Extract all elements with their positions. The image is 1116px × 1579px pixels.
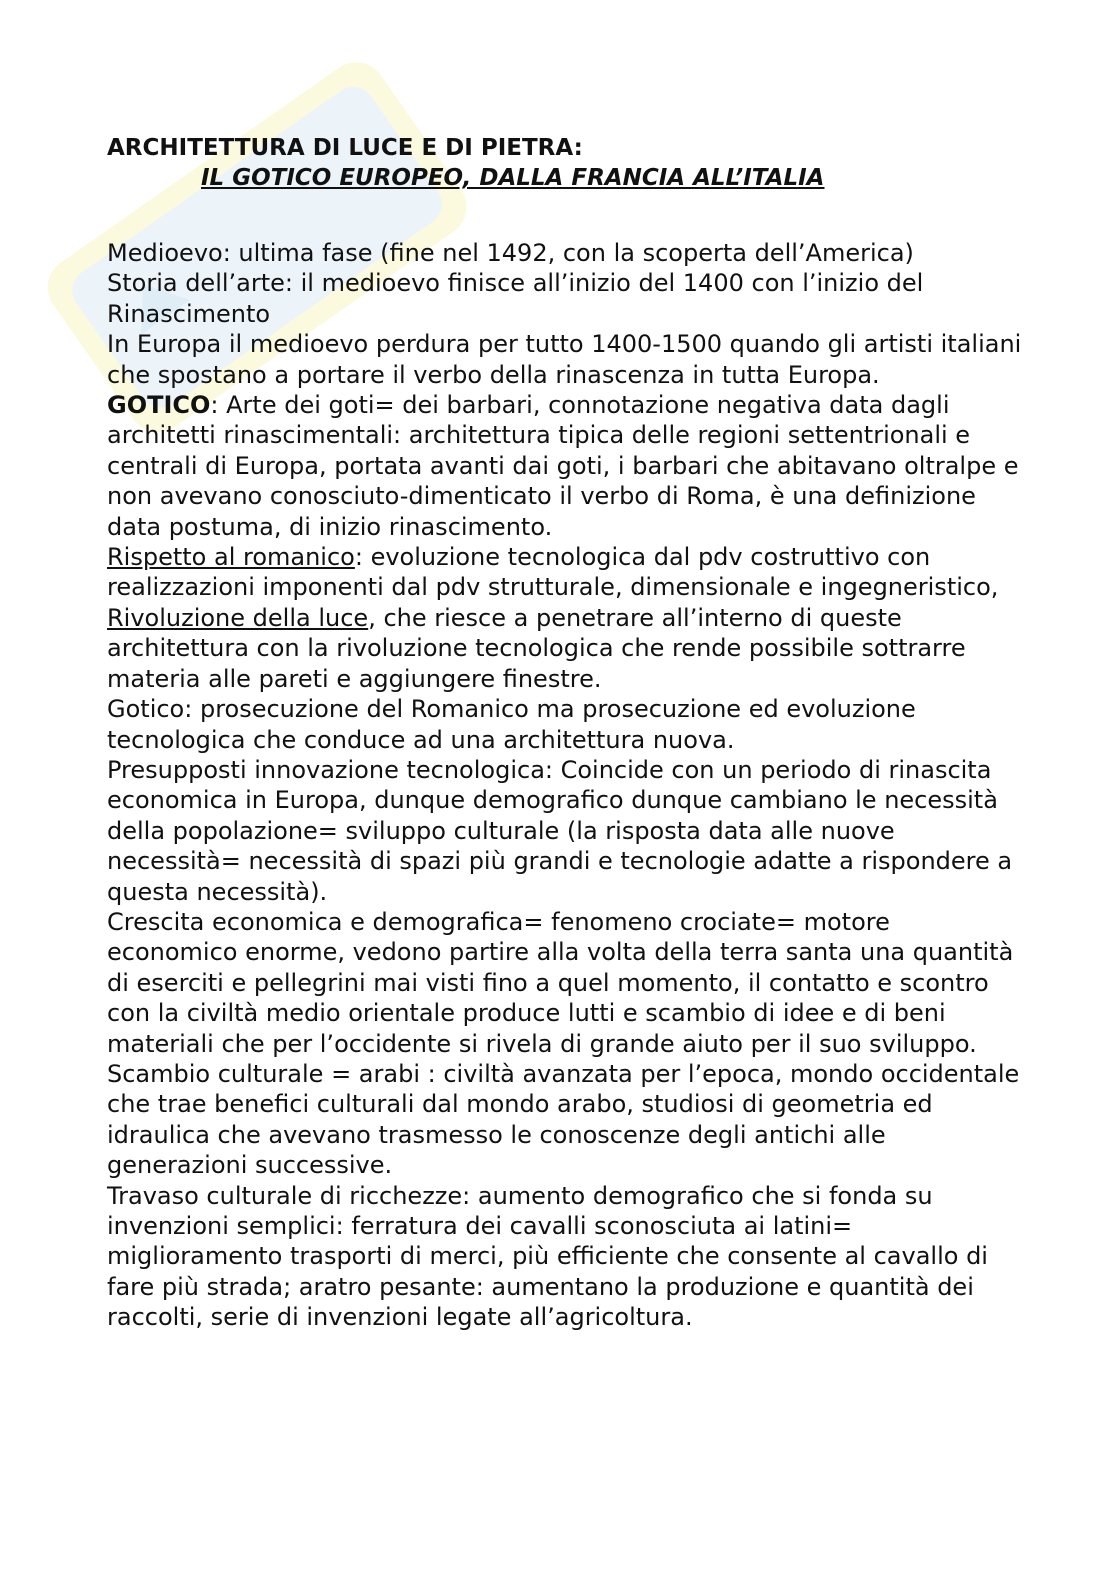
paragraph: Crescita economica e demografica= fenomeno crociate= motore economico enorme, vedono partire alla volta della terra santa una quantità di eserciti e pellegrini mai visti fino a quel momento, il contatto e scontro con la civiltà medio orientale produce lutti e scambio di idee e di beni materiali che per l’occidente si rivela di grande aiuto per il suo sviluppo. xyxy=(107,907,1014,1058)
paragraph: Presupposti innovazione tecnologica: Coincide con un periodo di rinascita economica in Europa, dunque demografico dunque cambiano le necessità della popolazione= sviluppo culturale (la risposta data alle nuove necessità= necessità di spazi più grandi e tecnologie adatte a rispondere a questa necessità). xyxy=(107,755,1013,906)
paragraph-text: , che riesce a penetrare all’interno di queste architettura con la rivoluzione tecnologica che rende possibile sottrarre materia alle pareti e aggiungere finestre. xyxy=(107,603,966,693)
paragraph: In Europa il medioevo perdura per tutto 1400-1500 quando gli artisti italiani che spostano a portare il verbo della rinascenza in tutta Europa. xyxy=(107,330,1022,389)
paragraph: Gotico: prosecuzione del Romanico ma prosecuzione ed evoluzione tecnologica che conduce ad una architettura nuova. xyxy=(107,695,916,754)
paragraph: Travaso culturale di ricchezze: aumento demografico che si fonda su invenzioni semplici: ferratura dei cavalli sconosciuta ai latini= miglioramento trasporti di merci, più efficiente che consente al cavallo di fare più strada; aratro pesante: aumentano la produzione e quantità dei raccolti, serie di invenzioni legate all’agricoltura. xyxy=(107,1181,988,1332)
gotico-definition: : Arte dei goti= dei barbari, connotazione negativa data dagli architetti rinascimentali: architettura tipica delle regioni settentrionali e centrali di Europa, portata avanti dai goti, i barbari che abitavano oltralpe e non avevano conosciuto-dimenticato il verbo di Roma, è una definizione data postuma, di inizio rinascimento. xyxy=(107,391,1019,541)
paragraph-text: : evoluzione tecnologica dal pdv costruttivo con realizzazioni imponenti dal pdv strutturale, dimensionale e ingegneristico, xyxy=(107,543,999,602)
underlined-term: Rispetto al romanico xyxy=(107,543,355,572)
gotico-term: GOTICO xyxy=(107,391,211,420)
document-body xyxy=(107,238,1027,1333)
paragraph xyxy=(107,390,1027,542)
paragraph xyxy=(107,542,1027,694)
document-subtitle: IL GOTICO EUROPEO, DALLA FRANCIA ALL’ITALIA xyxy=(201,165,825,191)
underlined-term: Rivoluzione della luce xyxy=(107,603,369,632)
paragraph: Medioevo: ultima fase (fine nel 1492, con la scoperta dell’America) xyxy=(107,239,914,267)
paragraph: Scambio culturale = arabi : civiltà avanzata per l’epoca, mondo occidentale che trae benefici culturali dal mondo arabo, studiosi di geometria ed idraulica che avevano trasmesso le conoscenze degli antichi alle generazioni successive. xyxy=(107,1059,1020,1180)
document-page xyxy=(107,133,1027,1333)
document-title: ARCHITETTURA DI LUCE E DI PIETRA: xyxy=(107,135,583,161)
paragraph: Storia dell’arte: il medioevo finisce all’inizio del 1400 con l’inizio del Rinascimento xyxy=(107,269,924,328)
